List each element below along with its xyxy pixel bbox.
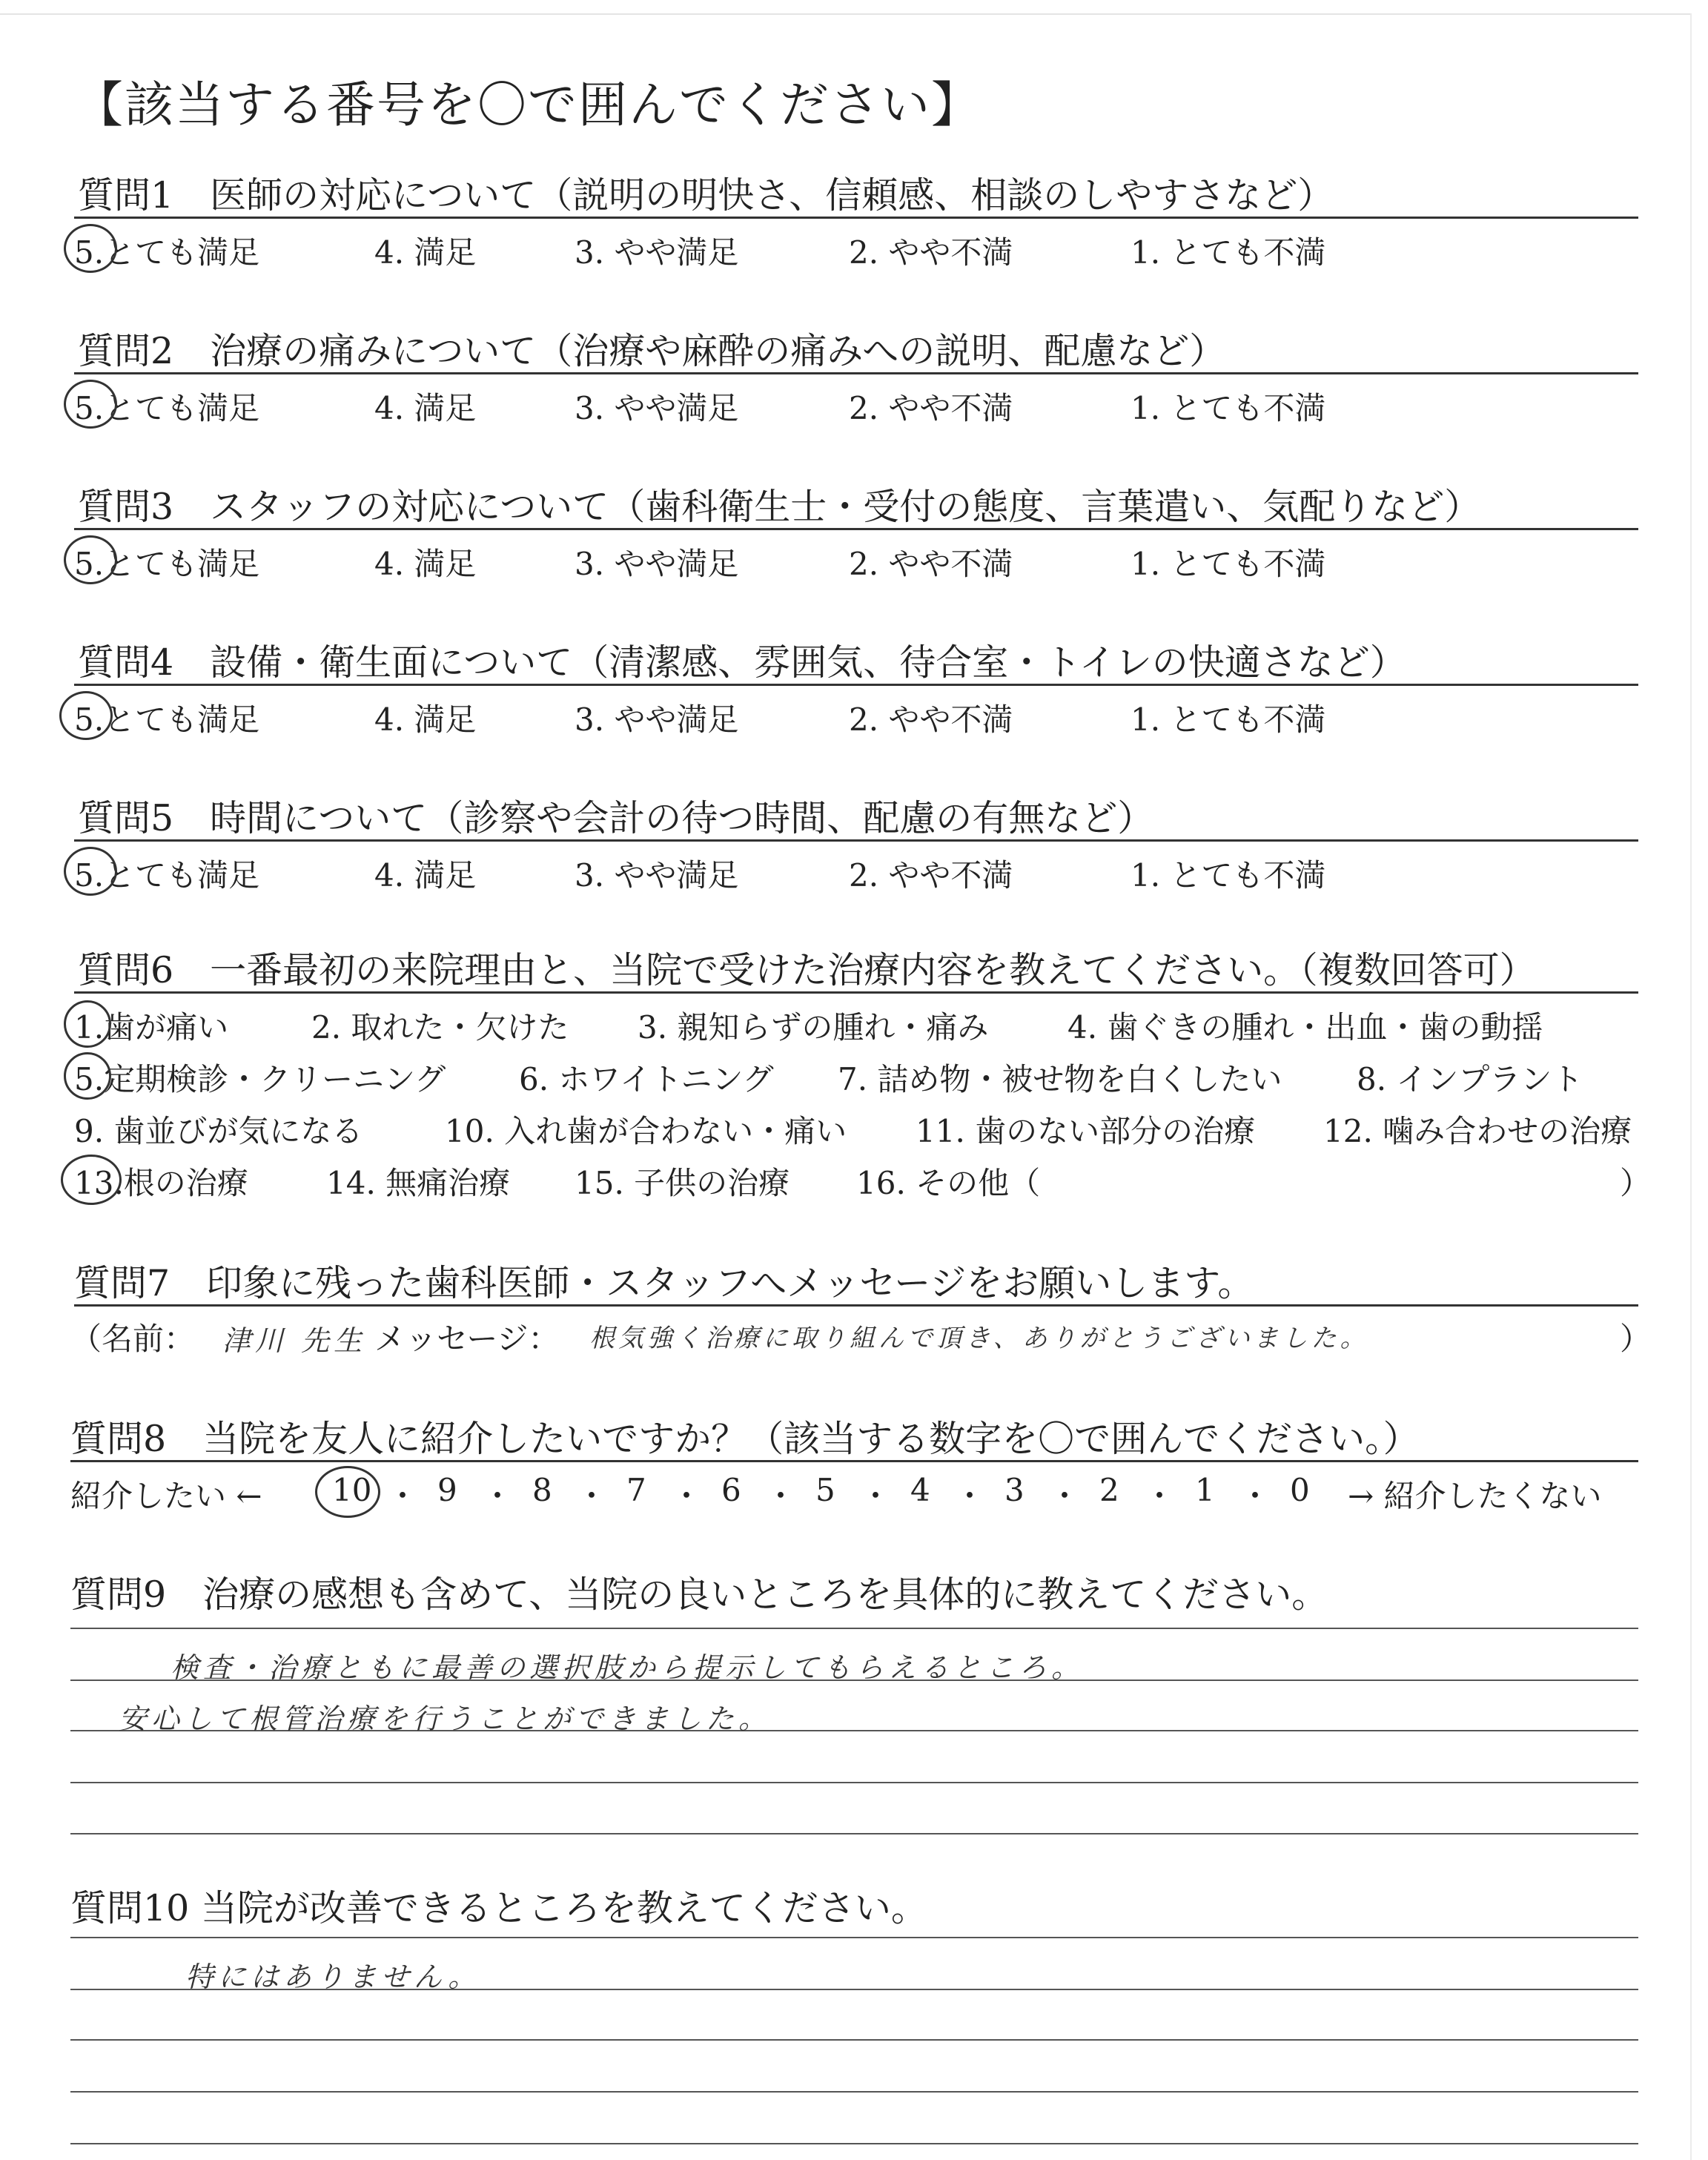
- form-header: 【該当する番号を〇で囲んでください】: [74, 76, 982, 133]
- q6-title: 質問6 一番最初の来院理由と、当院で受けた治療内容を教えてください。（複数回答可）: [78, 949, 1536, 991]
- q7-title: 質問7 印象に残った歯科医師・スタッフへメッセージをお願いします。: [74, 1262, 1254, 1304]
- q6-option-14[interactable]: 14. 無痛治療: [326, 1165, 511, 1201]
- q8-scale-2[interactable]: 2: [1099, 1472, 1119, 1508]
- q7-name-label: （名前：: [70, 1321, 196, 1357]
- q6-option-16[interactable]: 16. その他（: [856, 1165, 1041, 1201]
- q8-title: 質問8 当院を友人に紹介したいですか？（該当する数字を〇で囲んでください。）: [70, 1418, 1420, 1460]
- q4-option-3[interactable]: 3. やや満足: [575, 701, 739, 738]
- q5-option-5[interactable]: 5.とても満足: [74, 857, 260, 894]
- q6-selection-circle-13: [61, 1155, 122, 1205]
- q1-option-5[interactable]: 5.とても満足: [74, 234, 260, 271]
- q8-separator: ・: [387, 1478, 419, 1514]
- q8-separator: ・: [860, 1478, 892, 1514]
- q2-selection-circle: [64, 380, 117, 429]
- q1-title: 質問1 医師の対応について（説明の明快さ、信頼感、相談のしやすさなど）: [78, 174, 1334, 217]
- q4-option-2[interactable]: 2. やや不満: [849, 701, 1013, 738]
- q2-option-1[interactable]: 1. とても不満: [1131, 390, 1326, 426]
- q8-scale-3[interactable]: 3: [1004, 1472, 1025, 1508]
- q7-rule: [74, 1304, 1638, 1307]
- q3-option-5[interactable]: 5.とても満足: [74, 546, 260, 582]
- q6-option-1[interactable]: 1.歯が痛い: [74, 1009, 229, 1046]
- q5-option-1[interactable]: 1. とても不満: [1131, 857, 1326, 894]
- q10-answer-text-1[interactable]: 特にはありません。: [185, 1961, 481, 1993]
- q7-message-value[interactable]: 根気強く治療に取り組んで頂き、ありがとうございました。: [589, 1324, 1369, 1353]
- q10-answer-line: [70, 2143, 1638, 2144]
- q5-option-2[interactable]: 2. やや不満: [849, 857, 1013, 894]
- q1-option-1[interactable]: 1. とても不満: [1131, 234, 1326, 271]
- q8-separator: ・: [482, 1478, 514, 1514]
- q3-option-3[interactable]: 3. やや満足: [575, 546, 739, 582]
- q5-option-3[interactable]: 3. やや満足: [575, 857, 739, 894]
- q1-selection-circle: [64, 224, 117, 273]
- q8-scale-9[interactable]: 9: [437, 1472, 457, 1508]
- q3-selection-circle: [64, 535, 117, 584]
- q8-scale-7[interactable]: 7: [626, 1472, 646, 1508]
- q3-option-1[interactable]: 1. とても不満: [1131, 546, 1326, 582]
- q3-title: 質問3 スタッフの対応について（歯科衛生士・受付の態度、言葉遣い、気配りなど）: [78, 486, 1481, 528]
- q6-option-4[interactable]: 4. 歯ぐきの腫れ・出血・歯の動揺: [1068, 1009, 1543, 1046]
- q8-scale-5[interactable]: 5: [815, 1472, 835, 1508]
- q6-option-12[interactable]: 12. 噛み合わせの治療: [1323, 1113, 1632, 1149]
- q9-title: 質問9 治療の感想も含めて、当院の良いところを具体的に教えてください。: [70, 1573, 1328, 1616]
- q8-separator: ・: [765, 1478, 797, 1514]
- q6-option-15[interactable]: 15. 子供の治療: [575, 1165, 790, 1201]
- q6-option-7[interactable]: 7. 詰め物・被せ物を白くしたい: [838, 1061, 1282, 1097]
- q1-option-3[interactable]: 3. やや満足: [575, 234, 739, 271]
- q8-scale-1[interactable]: 1: [1195, 1472, 1215, 1508]
- q4-title: 質問4 設備・衛生面について（清潔感、雰囲気、待合室・トイレの快適さなど）: [78, 641, 1406, 684]
- q8-separator: ・: [1144, 1478, 1176, 1514]
- q1-rule: [74, 217, 1638, 219]
- q7-name-value[interactable]: 津川 先生: [222, 1324, 367, 1357]
- q4-option-4[interactable]: 4. 満足: [374, 701, 477, 738]
- q3-option-2[interactable]: 2. やや不満: [849, 546, 1013, 582]
- scan-edge-right: [1690, 13, 1692, 2160]
- q6-option-10[interactable]: 10. 入れ歯が合わない・痛い: [445, 1113, 847, 1149]
- q6-selection-circle-1: [64, 1000, 111, 1048]
- q2-option-2[interactable]: 2. やや不満: [849, 390, 1013, 426]
- q6-option-3[interactable]: 3. 親知らずの腫れ・痛み: [638, 1009, 989, 1046]
- q6-option-8[interactable]: 8. インプラント: [1357, 1061, 1583, 1097]
- q7-close-paren: ）: [1620, 1321, 1652, 1357]
- q8-rule: [70, 1460, 1638, 1462]
- q6-option-11[interactable]: 11. 歯のない部分の治療: [916, 1113, 1256, 1149]
- q4-option-5[interactable]: 5.とても満足: [74, 701, 260, 738]
- q4-option-1[interactable]: 1. とても不満: [1131, 701, 1326, 738]
- q8-scale-0[interactable]: 0: [1290, 1472, 1310, 1508]
- q2-option-4[interactable]: 4. 満足: [374, 390, 477, 426]
- q6-close-paren: ）: [1620, 1165, 1652, 1201]
- q9-answer-line: [70, 1782, 1638, 1783]
- q4-rule: [74, 684, 1638, 686]
- q2-rule: [74, 372, 1638, 374]
- q2-option-3[interactable]: 3. やや満足: [575, 390, 739, 426]
- q5-title: 質問5 時間について（診察や会計の待つ時間、配慮の有無など）: [78, 797, 1154, 839]
- q8-selection-circle: [315, 1466, 380, 1518]
- q6-option-2[interactable]: 2. 取れた・欠けた: [311, 1009, 569, 1046]
- q2-option-5[interactable]: 5.とても満足: [74, 390, 260, 426]
- q3-option-4[interactable]: 4. 満足: [374, 546, 477, 582]
- q5-selection-circle: [64, 847, 117, 896]
- q10-answer-line: [70, 2091, 1638, 2093]
- q8-separator: ・: [1239, 1478, 1271, 1514]
- q9-answer-line: [70, 1628, 1638, 1629]
- q10-answer-line: [70, 2039, 1638, 2041]
- q6-option-9[interactable]: 9. 歯並びが気になる: [74, 1113, 363, 1149]
- q8-right-label: → 紹介したくない: [1348, 1478, 1602, 1514]
- q6-option-5[interactable]: 5.定期検診・クリーニング: [74, 1061, 446, 1097]
- q6-option-13[interactable]: 13.根の治療: [74, 1165, 248, 1201]
- q9-answer-text-1[interactable]: 検査・治療ともに最善の選択肢から提示してもらえるところ。: [171, 1651, 1085, 1684]
- q7-message-label: メッセージ：: [374, 1321, 560, 1357]
- q5-rule: [74, 839, 1638, 842]
- q9-answer-text-2[interactable]: 安心して根管治療を行うことができました。: [119, 1702, 772, 1735]
- q10-answer-line: [70, 1937, 1638, 1938]
- q1-option-4[interactable]: 4. 満足: [374, 234, 477, 271]
- q3-rule: [74, 528, 1638, 530]
- q8-separator: ・: [671, 1478, 703, 1514]
- q10-title: 質問10 当院が改善できるところを教えてください。: [70, 1887, 927, 1929]
- q8-scale-8[interactable]: 8: [532, 1472, 552, 1508]
- q2-title: 質問2 治療の痛みについて（治療や麻酔の痛みへの説明、配慮など）: [78, 330, 1226, 372]
- q6-rule: [74, 991, 1638, 994]
- q8-separator: ・: [576, 1478, 608, 1514]
- q8-scale-10[interactable]: 10: [332, 1472, 372, 1508]
- q4-selection-circle: [59, 691, 113, 740]
- q8-left-label: 紹介したい ←: [70, 1478, 262, 1514]
- q6-option-6[interactable]: 6. ホワイトニング: [519, 1061, 774, 1097]
- q6-selection-circle-5: [64, 1052, 111, 1100]
- q8-separator: ・: [1049, 1478, 1081, 1514]
- scan-edge-top: [0, 13, 1690, 15]
- q5-option-4[interactable]: 4. 満足: [374, 857, 477, 894]
- q8-separator: ・: [954, 1478, 986, 1514]
- q9-answer-line: [70, 1833, 1638, 1834]
- q8-scale-6[interactable]: 6: [721, 1472, 741, 1508]
- q8-scale-4[interactable]: 4: [910, 1472, 930, 1508]
- q1-option-2[interactable]: 2. やや不満: [849, 234, 1013, 271]
